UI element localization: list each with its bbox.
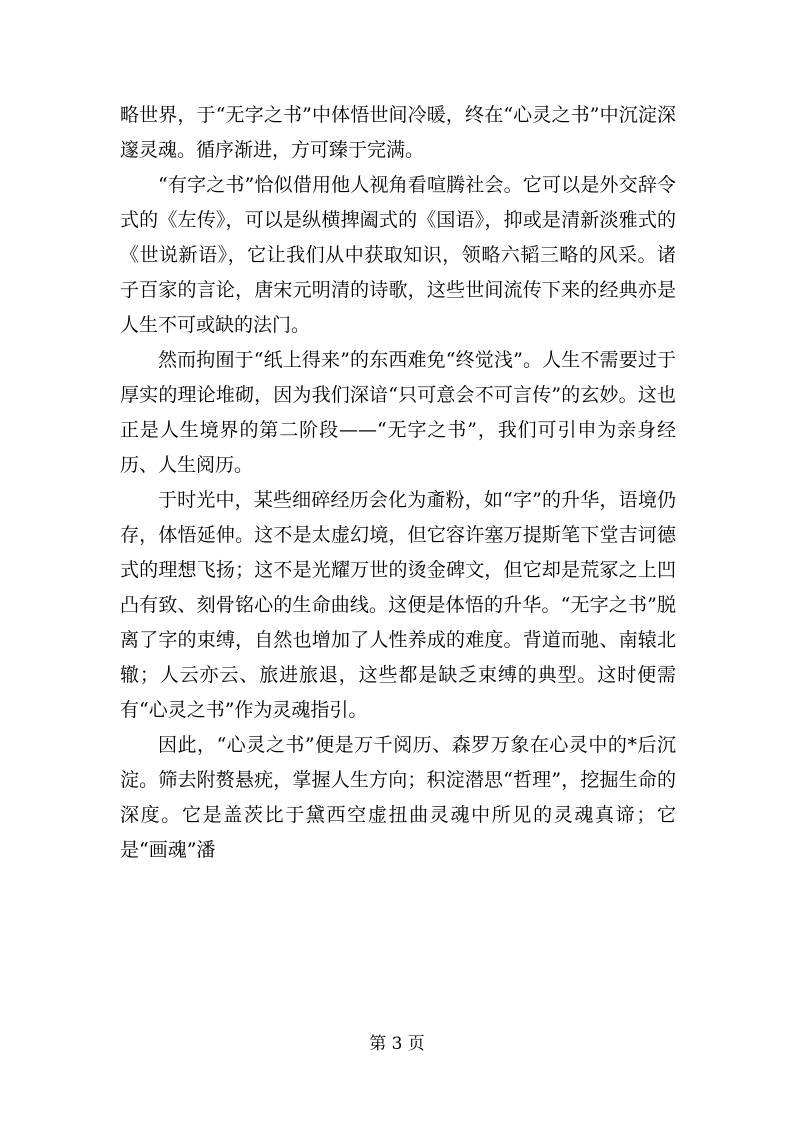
- paragraph: “有字之书”恰似借用他人视角看喧腾社会。它可以是外交辞令式的《左传》，可以是纵横捭阖式的《国语》，抑或是清新淡雅式的《世说新语》，它让我们从中获取知识，领略六韬三略的风采。诸子百家的言论，唐宋元明清的诗歌，这些世间流传下来的经典亦是人生不可或缺的法门。: [120, 174, 676, 336]
- paragraph: 因此，“心灵之书”便是万千阅历、森罗万象在心灵中的*后沉淀。筛去附赘悬疣，掌握人生方向；积淀潜思“哲理”，挖掘生命的深度。它是盖茨比于黛西空虚扭曲灵魂中所见的灵魂真谛；它是“画魂”潘: [120, 734, 676, 861]
- paragraph: 于时光中，某些细碎经历会化为齑粉，如“字”的升华，语境仍存，体悟延伸。这不是太虚幻境，但它容许塞万提斯笔下堂吉诃德式的理想飞扬；这不是光耀万世的烫金碑文，但它却是荒冢之上凹凸有致、刻骨铭心的生命曲线。这便是体悟的升华。“无字之书”脱离了字的束缚，自然也增加了人性养成的难度。背道而驰、南辕北辙；人云亦云、旅进旅退，这些都是缺乏束缚的典型。这时便需有“心灵之书”作为灵魂指引。: [120, 489, 676, 721]
- paragraph-continued: 略世界，于“无字之书”中体悟世间冷暖，终在“心灵之书”中沉淀深邃灵魂。循序渐进，方可臻于完满。: [120, 104, 676, 161]
- page-number: 第 3 页: [369, 1034, 425, 1054]
- paragraph: 然而拘囿于“纸上得来”的东西难免“终觉浅”。人生不需要过于厚实的理论堆砌，因为我们深谙“只可意会不可言传”的玄妙。这也正是人生境界的第二阶段——“无字之书”，我们可引申为亲身经历、人生阅历。: [120, 349, 676, 476]
- body-text: [120, 98, 676, 868]
